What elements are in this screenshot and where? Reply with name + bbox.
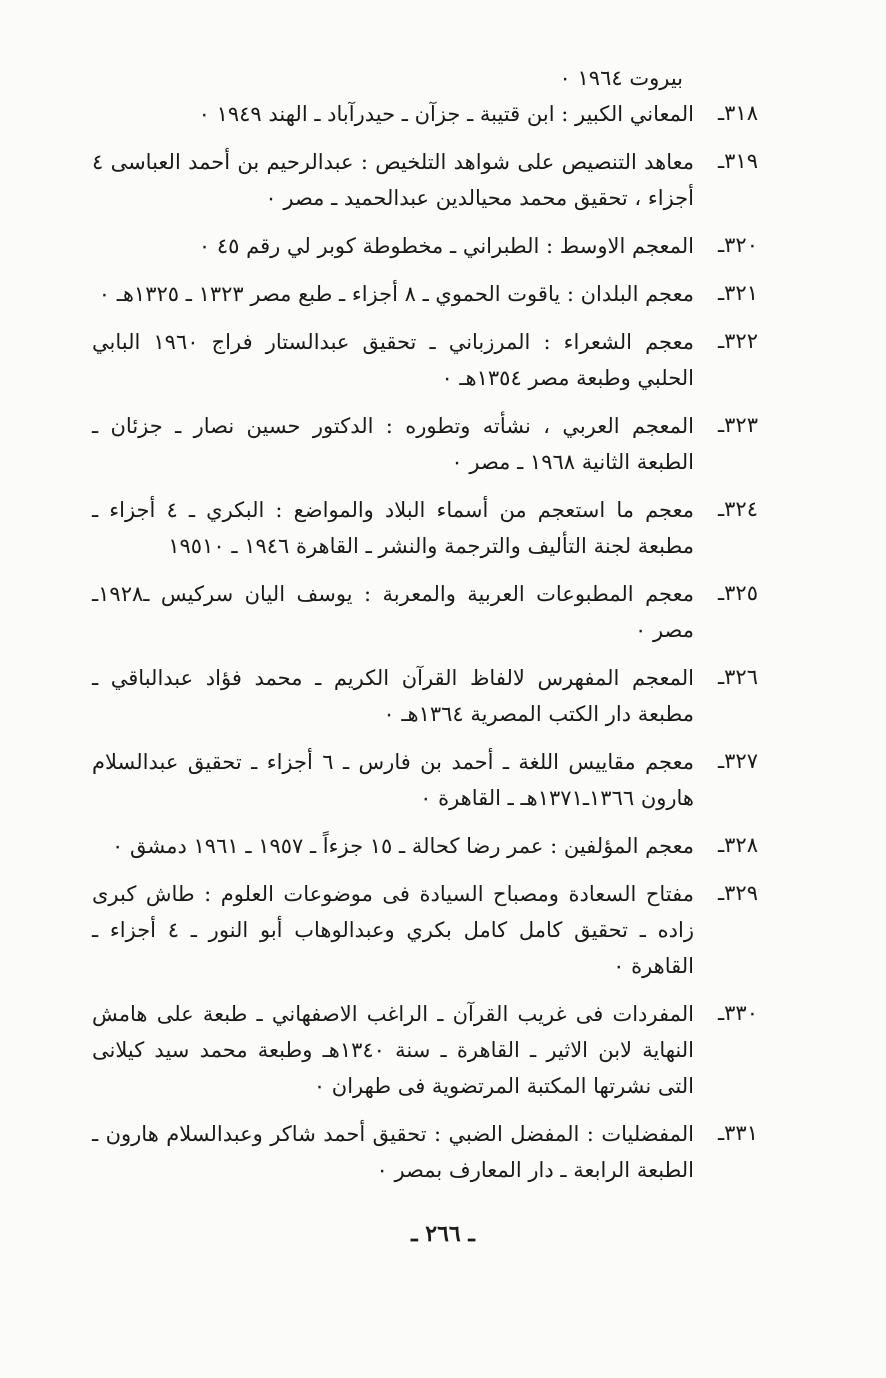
bibliography-entry: [92, 660, 758, 732]
entry-text: معجم ما استعجم من أسماء البلاد والمواضع : البكري ـ ٤ أجزاء ـ مطبعة لجنة التأليف والترجمة والنشر ـ القاهرة ١٩٤٦ ـ ١٩٥١٠: [92, 498, 694, 558]
bibliography-entry: [92, 276, 758, 312]
entry-number: ٣٢٥ـ: [718, 581, 758, 605]
bibliography-entry: [92, 324, 758, 396]
entry-text: المعجم العربي ، نشأته وتطوره : الدكتور حسين نصار ـ جزئان ـ الطبعة الثانية ١٩٦٨ ـ مصر ٠: [92, 414, 694, 474]
entry-number: ٣٢٩ـ: [718, 881, 758, 905]
entry-number: ٣٢٧ـ: [718, 749, 758, 773]
entry-text: معجم المطبوعات العربية والمعربة : يوسف اليان سركيس ـ١٩٢٨ـ مصر ٠: [92, 582, 694, 642]
entry-number: ٣١٩ـ: [718, 149, 758, 173]
entries-container: [92, 96, 758, 1188]
bibliography-entry: [92, 492, 758, 564]
entry-number: ٣١٨ـ: [718, 101, 758, 125]
entry-text: معجم مقاييس اللغة ـ أحمد بن فارس ـ ٦ أجزاء ـ تحقيق عبدالسلام هارون ١٣٦٦ـ١٣٧١هـ ـ القاهرة ٠: [92, 750, 694, 810]
entry-number: ٣٢٦ـ: [718, 665, 758, 689]
bibliography-entry: [92, 744, 758, 816]
entry-number: ٣٢١ـ: [718, 281, 758, 305]
bibliography-entry: [92, 96, 758, 132]
bibliography-entry: [92, 1116, 758, 1188]
entry-text: المعجم المفهرس لالفاظ القرآن الكريم ـ محمد فؤاد عبدالباقي ـ مطبعة دار الكتب المصرية ١٣٦٤هـ ٠: [92, 666, 694, 726]
entry-number: ٣٢٣ـ: [718, 413, 758, 437]
entry-text: مفتاح السعادة ومصباح السيادة فى موضوعات العلوم : طاش كبرى زاده ـ تحقيق كامل كامل بكري وعبدالوهاب أبو النور ـ ٤ أجزاء ـ القاهرة ٠: [92, 882, 694, 978]
entry-number: ٣٢٤ـ: [718, 497, 758, 521]
entry-text: معجم المؤلفين : عمر رضا كحالة ـ ١٥ جزءاً ـ ١٩٥٧ ـ ١٩٦١ دمشق ٠: [112, 834, 694, 858]
entry-number: ٣٣١ـ: [718, 1121, 758, 1145]
continuation-line: بيروت ١٩٦٤ ٠: [559, 66, 683, 90]
bibliography-entry: [92, 144, 758, 216]
bibliography-list: [92, 62, 758, 1188]
entry-text: المعجم الاوسط : الطبراني ـ مخطوطة كوبر لي رقم ٤٥ ٠: [198, 234, 694, 258]
bibliography-entry: [92, 408, 758, 480]
bibliography-entry: [92, 876, 758, 984]
bibliography-entry: [92, 996, 758, 1104]
entry-text: معجم الشعراء : المرزباني ـ تحقيق عبدالستار فراج ١٩٦٠ البابي الحلبي وطبعة مصر ١٣٥٤هـ ٠: [92, 330, 694, 390]
entry-text: المفضليات : المفضل الضبي : تحقيق أحمد شاكر وعبدالسلام هارون ـ الطبعة الرابعة ـ دار المعارف بمصر ٠: [92, 1122, 694, 1182]
entry-text: معجم البلدان : ياقوت الحموي ـ ٨ أجزاء ـ طبع مصر ١٣٢٣ ـ ١٣٢٥هـ ٠: [98, 282, 694, 306]
entry-text: معاهد التنصيص على شواهد التلخيص : عبدالرحيم بن أحمد العباسى ٤ أجزاء ، تحقيق محمد محيالدين عبدالحميد ـ مصر ٠: [92, 150, 694, 210]
bibliography-entry: [92, 228, 758, 264]
entry-text: المعاني الكبير : ابن قتيبة ـ جزآن ـ حيدرآباد ـ الهند ١٩٤٩ ٠: [198, 102, 694, 126]
entry-number: ٣٢٢ـ: [718, 329, 758, 353]
bibliography-entry: [92, 828, 758, 864]
entry-text: المفردات فى غريب القرآن ـ الراغب الاصفهاني ـ طبعة على هامش النهاية لابن الاثير ـ القاهرة ـ سنة ١٣٤٠هـ وطبعة محمد سيد كيلانى التى نشرتها المكتبة المرتضوية فى طهران ٠: [92, 1002, 694, 1098]
entry-number: ٣٢٨ـ: [718, 833, 758, 857]
page-number: ـ ٢٦٦ ـ: [411, 1221, 475, 1247]
entry-number: ٣٣٠ـ: [718, 1001, 758, 1025]
bibliography-entry: [92, 576, 758, 648]
entry-number: ٣٢٠ـ: [718, 233, 758, 257]
